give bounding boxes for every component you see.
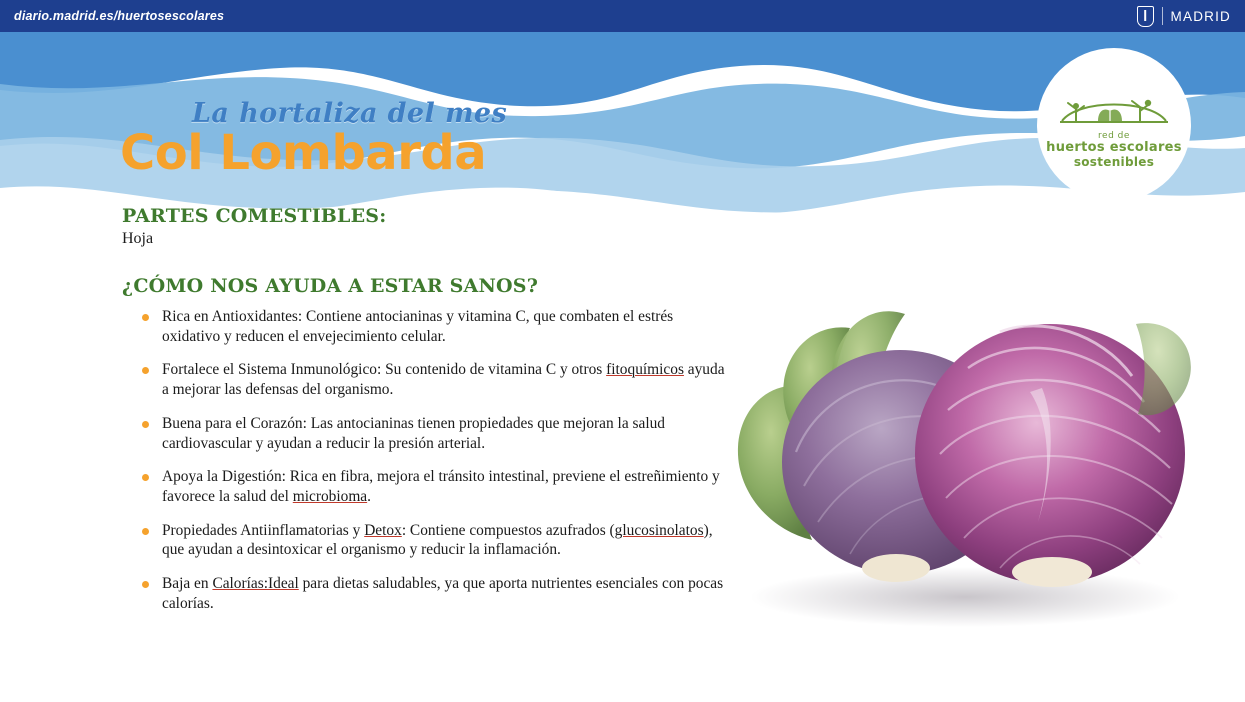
brand-divider xyxy=(1162,7,1163,25)
list-item: Rica en Antioxidantes: Contiene antocianinas y vitamina C, que combaten el estrés oxidativo y reducen el envejecimiento celular. xyxy=(140,307,730,346)
health-benefits-heading: ¿CÓMO NOS AYUDA A ESTAR SANOS? xyxy=(122,275,539,297)
list-item: Baja en Calorías:Ideal para dietas saludables, ya que aporta nutrientes esenciales con pocas calorías. xyxy=(140,574,730,613)
madrid-brand[interactable] xyxy=(1137,6,1231,27)
supertitle: La hortaliza del mes xyxy=(192,98,508,129)
garden-illustration-icon xyxy=(1058,81,1170,129)
edible-parts-body: Hoja xyxy=(122,230,154,247)
madrid-brand-label: MADRID xyxy=(1170,8,1231,24)
edible-parts-heading: PARTES COMESTIBLES: xyxy=(122,205,387,227)
health-benefits-list xyxy=(140,307,730,628)
list-item: Fortalece el Sistema Inmunológico: Su contenido de vitamina C y otros fitoquímicos ayuda a mejorar las defensas del organismo. xyxy=(140,360,730,399)
logo-line-2: huertos escolares xyxy=(1046,140,1182,156)
red-cabbage-photo xyxy=(700,272,1220,642)
logo-line-3: sostenibles xyxy=(1073,154,1155,169)
list-item: Propiedades Antiinflamatorias y Detox: Contiene compuestos azufrados (glucosinolatos), que ayudan a desintoxicar el organismo y reducir la inflamación. xyxy=(140,521,730,560)
list-item: Buena para el Corazón: Las antocianinas tienen propiedades que mejoran la salud cardiovascular y ayudan a reducir la presión arterial. xyxy=(140,414,730,453)
logo-wordmark xyxy=(1046,131,1182,169)
logo-line-1: red de xyxy=(1098,130,1130,141)
site-url[interactable]: diario.madrid.es/huertosescolares xyxy=(14,9,225,23)
browser-address-bar xyxy=(0,0,1245,32)
page-title: Col Lombarda xyxy=(120,125,487,181)
list-item: Apoya la Digestión: Rica en fibra, mejora el tránsito intestinal, previene el estreñimiento y favorece la salud del microbioma. xyxy=(140,467,730,506)
madrid-shield-icon xyxy=(1137,6,1154,27)
huertos-escolares-logo xyxy=(1037,48,1191,202)
